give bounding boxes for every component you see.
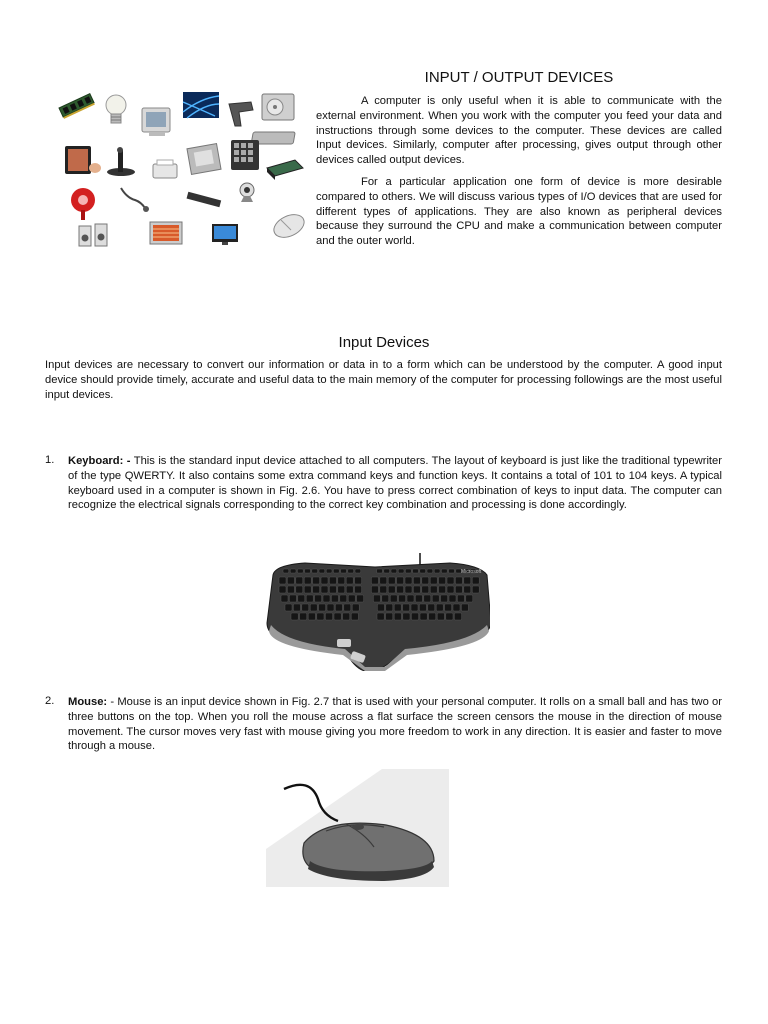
- section-intro: Input devices are necessary to convert our information or data in to a form which can be understood by the computer. A good input device should provide timely, accurate and useful data to the main memory of the computer for processing followings are the most useful input devices.: [45, 359, 722, 401]
- page-title: INPUT / OUTPUT DEVICES: [424, 69, 614, 86]
- keyboard-key: [305, 569, 311, 573]
- keyboard-key: [344, 604, 351, 611]
- keyboard-key: [325, 613, 332, 620]
- keyboard-key: [321, 586, 328, 593]
- keyboard-key: [315, 595, 322, 602]
- keyboard-key: [437, 613, 444, 620]
- keyboard-key: [390, 595, 397, 602]
- keyboard-key: [432, 595, 439, 602]
- keyboard-key: [313, 586, 320, 593]
- keyboard-key: [313, 577, 320, 584]
- keyboard-key: [357, 595, 364, 602]
- keyboard-key: [323, 595, 330, 602]
- keyboard-key: [348, 595, 355, 602]
- keyboard-key: [281, 595, 288, 602]
- keyboard-key: [279, 586, 286, 593]
- keyboard-key: [424, 595, 431, 602]
- keyboard-key: [298, 595, 305, 602]
- keyboard-key: [430, 586, 437, 593]
- keyboard-key: [472, 586, 479, 593]
- keyboard-key: [403, 604, 410, 611]
- keyboard-key: [403, 613, 410, 620]
- keyboard-key: [384, 569, 390, 573]
- keyboard-key: [380, 586, 387, 593]
- keyboard-key: [289, 595, 296, 602]
- keyboard-key: [464, 586, 471, 593]
- red-device-icon: [71, 188, 95, 220]
- keyboard-key: [422, 577, 429, 584]
- keyboard-key: [439, 577, 446, 584]
- keyboard-key: [422, 586, 429, 593]
- tablet-icon: [65, 146, 101, 174]
- crt-monitor-icon: [142, 108, 170, 136]
- printer-icon: [153, 160, 177, 178]
- list-text: This is the standard input device attached to all computers. The layout of keyboard is just like the traditional typewriter of the type QWERTY. It also contains some extra command keys and function keys. It contains a total of 101 to 104 keys. A typical keyboard used in a computer is shown in Fig. 2.6. You have to press correct combination of keys to input data. The computer can recognize the electrical signals corresponding to the correct key combination and processing is done accordingly.: [68, 455, 722, 512]
- keyboard-key: [329, 577, 336, 584]
- keyboard-key: [446, 613, 453, 620]
- keyboard-key: [405, 577, 412, 584]
- keyboard-key: [302, 604, 309, 611]
- list-term: Keyboard: -: [68, 455, 131, 467]
- keyboard-key: [340, 595, 347, 602]
- keyboard-key: [445, 604, 452, 611]
- keyboard-key: [397, 586, 404, 593]
- keyboard-key: [306, 595, 313, 602]
- keyboard-key: [407, 595, 414, 602]
- keyboard-key: [321, 577, 328, 584]
- barcode-scanner-icon: [229, 102, 253, 126]
- keyboard-key: [327, 604, 334, 611]
- keyboard-key: [291, 613, 298, 620]
- brand-label: Microsoft: [461, 569, 482, 575]
- microphone-icon: [121, 188, 149, 212]
- scanner-icon: [267, 160, 303, 180]
- slim-keyboard-icon: [187, 192, 222, 208]
- keyboard-key: [453, 604, 460, 611]
- hard-disk-icon: [262, 94, 294, 120]
- fiber-optics-icon: [183, 92, 219, 118]
- keyboard-key: [429, 613, 436, 620]
- keyboard-key: [405, 569, 411, 573]
- joystick-icon: [107, 147, 135, 176]
- keyboard-key: [455, 577, 462, 584]
- light-bulb-icon: [106, 95, 126, 123]
- processor-chip-icon: [187, 144, 221, 175]
- keyboard-key: [290, 569, 296, 573]
- keyboard-key: [352, 604, 359, 611]
- keyboard-key: [457, 595, 464, 602]
- keyboard-key: [343, 613, 350, 620]
- webcam-icon: [240, 183, 254, 202]
- list-number: 1.: [45, 454, 55, 466]
- keyboard-key: [373, 595, 380, 602]
- list-item-keyboard: [45, 454, 722, 513]
- keyboard-key: [394, 604, 401, 611]
- keyboard-key: [308, 613, 315, 620]
- list-term: Mouse:: [68, 696, 108, 708]
- intro-paragraph-1: A computer is only useful when it is able to communicate with the external environment. When you work with the computer you feed your data and instructions through some devices to the computer. These devices are called Input devices. Similarly, computer after processing, gives output through other devices called output devices.: [316, 95, 722, 167]
- keyboard-key: [296, 577, 303, 584]
- keyboard-key: [351, 613, 358, 620]
- keyboard-key: [415, 595, 422, 602]
- keyboard-key: [411, 613, 418, 620]
- keyboard-key: [310, 604, 317, 611]
- keyboard-key: [394, 613, 401, 620]
- flat-monitor-icon: [212, 224, 238, 245]
- keyboard-key: [331, 595, 338, 602]
- keyboard-key: [377, 613, 384, 620]
- keyboard-key: [441, 595, 448, 602]
- keyboard-key: [454, 613, 461, 620]
- keyboard-key: [397, 577, 404, 584]
- keyboard-key: [338, 577, 345, 584]
- keyboard-key: [386, 604, 393, 611]
- keyboard-key: [441, 569, 447, 573]
- keyboard-key: [447, 586, 454, 593]
- keyboard-key: [371, 586, 378, 593]
- mouse-image: [266, 769, 449, 887]
- keyboard-key: [420, 613, 427, 620]
- keyboard-key: [466, 595, 473, 602]
- keyboard-key: [297, 569, 303, 573]
- keyboard-key: [398, 569, 404, 573]
- keyboard-key: [304, 586, 311, 593]
- speakers-icon: [79, 224, 107, 246]
- keyboard-key: [355, 577, 362, 584]
- keyboard-key: [386, 613, 393, 620]
- keyboard-key: [355, 586, 362, 593]
- keyboard-key: [335, 604, 342, 611]
- list-number: 2.: [45, 695, 55, 707]
- keyboard-key: [428, 604, 435, 611]
- keyboard-key: [461, 604, 468, 611]
- keyboard-key: [436, 604, 443, 611]
- keyboard-key: [279, 577, 286, 584]
- section-heading: Input Devices: [338, 334, 430, 351]
- keyboard-key: [333, 569, 339, 573]
- keyboard-key: [283, 569, 289, 573]
- keyboard-key: [380, 577, 387, 584]
- keyboard-key: [341, 569, 347, 573]
- keyboard-key: [287, 586, 294, 593]
- keyboard-image: [265, 553, 490, 671]
- list-text: - Mouse is an input device shown in Fig. 2.7 that is used with your personal computer. It rolls on a small ball and has two or three buttons on the top. When you roll the mouse across a flat surface the screen censors the mouse in the direction of mouse movement. The cursor moves very fast with mouse giving you more freedom to work in any direction. It is easier and faster to move through a mouse.: [68, 696, 722, 753]
- keyboard-key: [326, 569, 332, 573]
- mouse-icon: [270, 210, 307, 242]
- keyboard-key: [293, 604, 300, 611]
- keyboard-key: [449, 595, 456, 602]
- keyboard-key: [413, 586, 420, 593]
- keyboard-key: [430, 577, 437, 584]
- io-devices-collage: [55, 88, 310, 253]
- keyboard-key: [413, 569, 419, 573]
- keyboard-key: [377, 569, 383, 573]
- keyboard-key: [317, 613, 324, 620]
- keyboard-key: [338, 586, 345, 593]
- keyboard-key: [447, 577, 454, 584]
- keyboard-key: [388, 586, 395, 593]
- keyboard-key: [287, 577, 294, 584]
- keyboard-key: [439, 586, 446, 593]
- keyboard-key: [334, 613, 341, 620]
- keyboard-key: [420, 569, 426, 573]
- keyboard-key: [388, 577, 395, 584]
- keyboard-key: [312, 569, 318, 573]
- intro-paragraph-2: For a particular application one form of device is more desirable compared to others. We will discuss various types of I/O devices that are used for different types of applications. They are also known as peripheral devices because they surround the CPU and make a communication between computer and the outer world.: [316, 176, 722, 248]
- keyboard-key: [391, 569, 397, 573]
- keyboard-key: [346, 586, 353, 593]
- keyboard-key: [464, 577, 471, 584]
- keyboard-key: [377, 604, 384, 611]
- keyboard-key: [427, 569, 433, 573]
- keyboard-key: [371, 577, 378, 584]
- keyboard-key: [346, 577, 353, 584]
- keyboard-key: [472, 577, 479, 584]
- keyboard-key: [419, 604, 426, 611]
- keyboard-key: [355, 569, 361, 573]
- keypad-icon: [231, 140, 259, 170]
- keyboard-key: [319, 569, 325, 573]
- keyboard-key: [413, 577, 420, 584]
- keyboard-key: [300, 613, 307, 620]
- keyboard-key: [455, 586, 462, 593]
- heater-icon: [150, 222, 182, 244]
- keyboard-key: [411, 604, 418, 611]
- ram-module-icon: [59, 94, 95, 119]
- keyboard-key: [399, 595, 406, 602]
- list-item-mouse: [45, 695, 722, 754]
- keyboard-key: [319, 604, 326, 611]
- keyboard-key: [285, 604, 292, 611]
- keyboard-key: [348, 569, 354, 573]
- keyboard-key: [405, 586, 412, 593]
- keyboard-key: [434, 569, 440, 573]
- keyboard-key: [296, 586, 303, 593]
- keyboard-key: [449, 569, 455, 573]
- keyboard-key: [382, 595, 389, 602]
- keyboard-key: [329, 586, 336, 593]
- keyboard-key: [304, 577, 311, 584]
